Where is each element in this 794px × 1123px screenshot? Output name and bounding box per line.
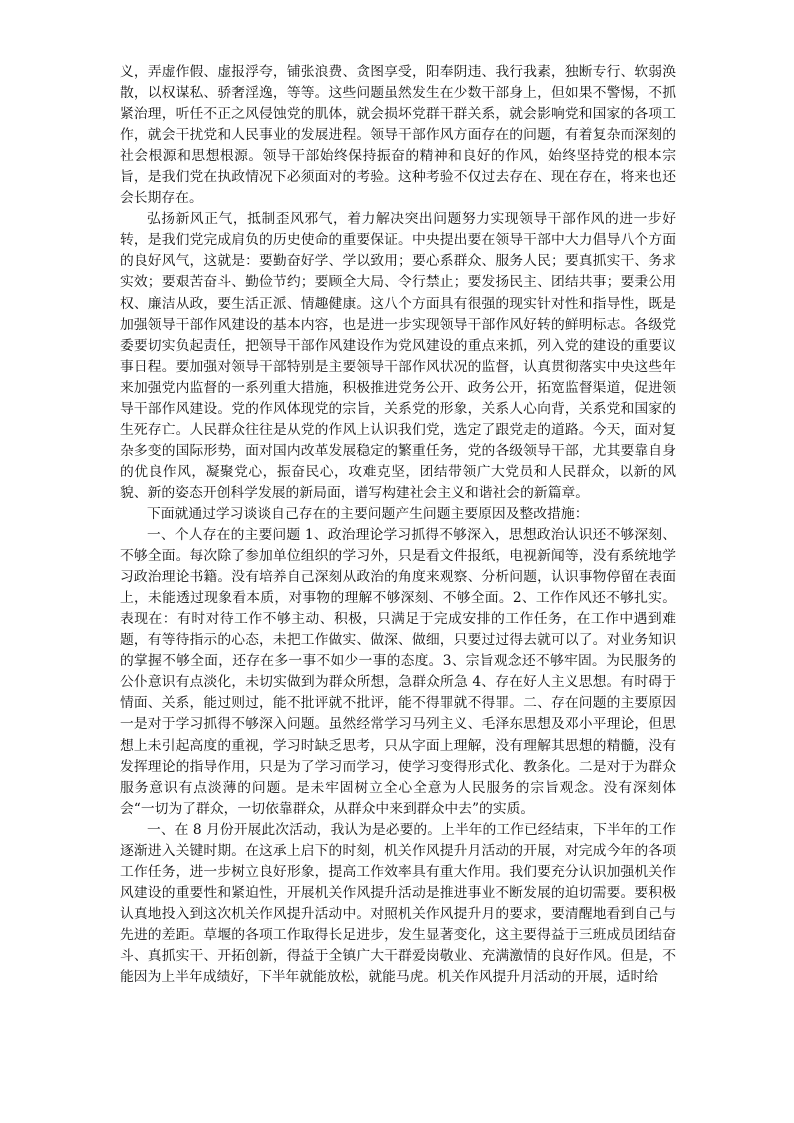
paragraph-5: 一、在 8 月份开展此次活动，我认为是必要的。上半年的工作已经结束，下半年的工作逐渐进入关键时期。在这承上启下的时刻，机关作风提升月活动的开展，对完成今年的各项工作任务，进一步树立良好形象，提高工作效率具有重大作用。我们要充分认识加强机关作风建设的重要性和紧迫性，开展机关作风提升活动是推进事业不断发展的迫切需要。要积极认真地投入到这次机关作风提升活动中。对照机关作风提升月的要求，要清醒地看到自己与先进的差距。草堰的各项工作取得长足进步，发生显著变化，这主要得益于三班成员团结奋斗、真抓实干、开拓创新，得益于全镇广大干群爱岗敬业、充满激情的良好作风。但是，不能因为上半年成绩好，下半年就能放松，就能马虎。机关作风提升月活动的开展，适时给 <box>120 821 676 986</box>
paragraph-2: 弘扬新风正气，抵制歪风邪气，着力解决突出问题努力实现领导干部作风的进一步好转，是我们党完成肩负的历史使命的重要保证。中央提出要在领导干部中大力倡导八个方面的良好风气，这就是：要勤奋好学、学以致用；要心系群众、服务人民；要真抓实干、务求实效；要艰苦奋斗、勤俭节约；要顾全大局、令行禁止；要发扬民主、团结共事；要秉公用权、廉洁从政，要生活正派、情趣健康。这八个方面具有很强的现实针对性和指导性，既是加强领导干部作风建设的基本内容，也是进一步实现领导干部作风好转的鲜明标志。各级党委要切实负起责任，把领导干部作风建设作为党风建设的重点来抓，列入党的建设的重要议事日程。要加强对领导干部特别是主要领导干部作风状况的监督，认真贯彻落实中央这些年来加强党内监督的一系列重大措施，积极推进党务公开、政务公开，拓宽监督渠道，促进领导干部作风建设。党的作风体现党的宗旨，关系党的形象，关系人心向背，关系党和国家的生死存亡。人民群众往往是从党的作风上认识我们党，选定了跟党走的道路。今天，面对复杂多变的国际形势，面对国内改革发展稳定的繁重任务，党的各级领导干部，尤其要靠自身的优良作风，凝聚党心，振奋民心，攻难克坚，团结带领广大党员和人民群众，以新的风貌、新的姿态开创科学发展的新局面，谱写构建社会主义和谐社会的新篇章。 <box>120 211 676 501</box>
paragraph-4: 一、个人存在的主要问题 1、政治理论学习抓得不够深入，思想政治认识还不够深刻、不够全面。每次除了参加单位组织的学习外，只是看文件报纸，电视新闻等，没有系统地学习政治理论书籍。没有培养自己深刻从政治的角度来观察、分析问题，认识事物停留在表面上，未能透过现象看本质，对事物的理解不够深刻、不够全面。2、工作作风还不够扎实。表现在：有时对待工作不够主动、积极，只满足于完成安排的工作任务，在工作中遇到难题，有等待指示的心态，未把工作做实、做深、做细，只要过过得去就可以了。对业务知识的掌握不够全面，还存在多一事不如少一事的态度。3、宗旨观念还不够牢固。为民服务的公仆意识有点淡化，未切实做到为群众所想，急群众所急 4、存在好人主义思想。有时碍于情面、关系，能过则过，能不批评就不批评，能不得罪就不得罪。二、存在问题的主要原因一是对于学习抓得不够深入问题。虽然经常学习马列主义、毛泽东思想及邓小平理论，但思想上未引起高度的重视，学习时缺乏思考，只从字面上理解，没有理解其思想的精髓，没有发挥理论的指导作用，只是为了学习而学习，使学习变得形式化、教条化。二是对于为群众服务意识有点淡薄的问题。是未牢固树立全心全意为人民服务的宗旨观念。没有深刻体会“一切为了群众，一切依靠群众，从群众中来到群众中去”的实质。 <box>120 527 676 817</box>
paragraph-1: 义，弄虚作假、虚报浮夸，铺张浪费、贪图享受，阳奉阴违、我行我素，独断专行、软弱涣散，以权谋私、骄奢淫逸，等等。这些问题虽然发生在少数干部身上，但如果不警惕，不抓紧治理，听任不正之风侵蚀党的肌体，就会损坏党群干群关系，就会影响党和国家的各项工作，就会干扰党和人民事业的发展进程。领导干部作风方面存在的问题，有着复杂而深刻的社会根源和思想根源。领导干部始终保持振奋的精神和良好的作风，始终坚持党的根本宗旨，是我们党在执政情况下必须面对的考验。这种考验不仅过去存在、现在存在，将来也还会长期存在。 <box>120 64 676 207</box>
paragraph-3: 下面就通过学习谈谈自己存在的主要问题产生问题主要原因及整改措施： <box>147 505 589 522</box>
